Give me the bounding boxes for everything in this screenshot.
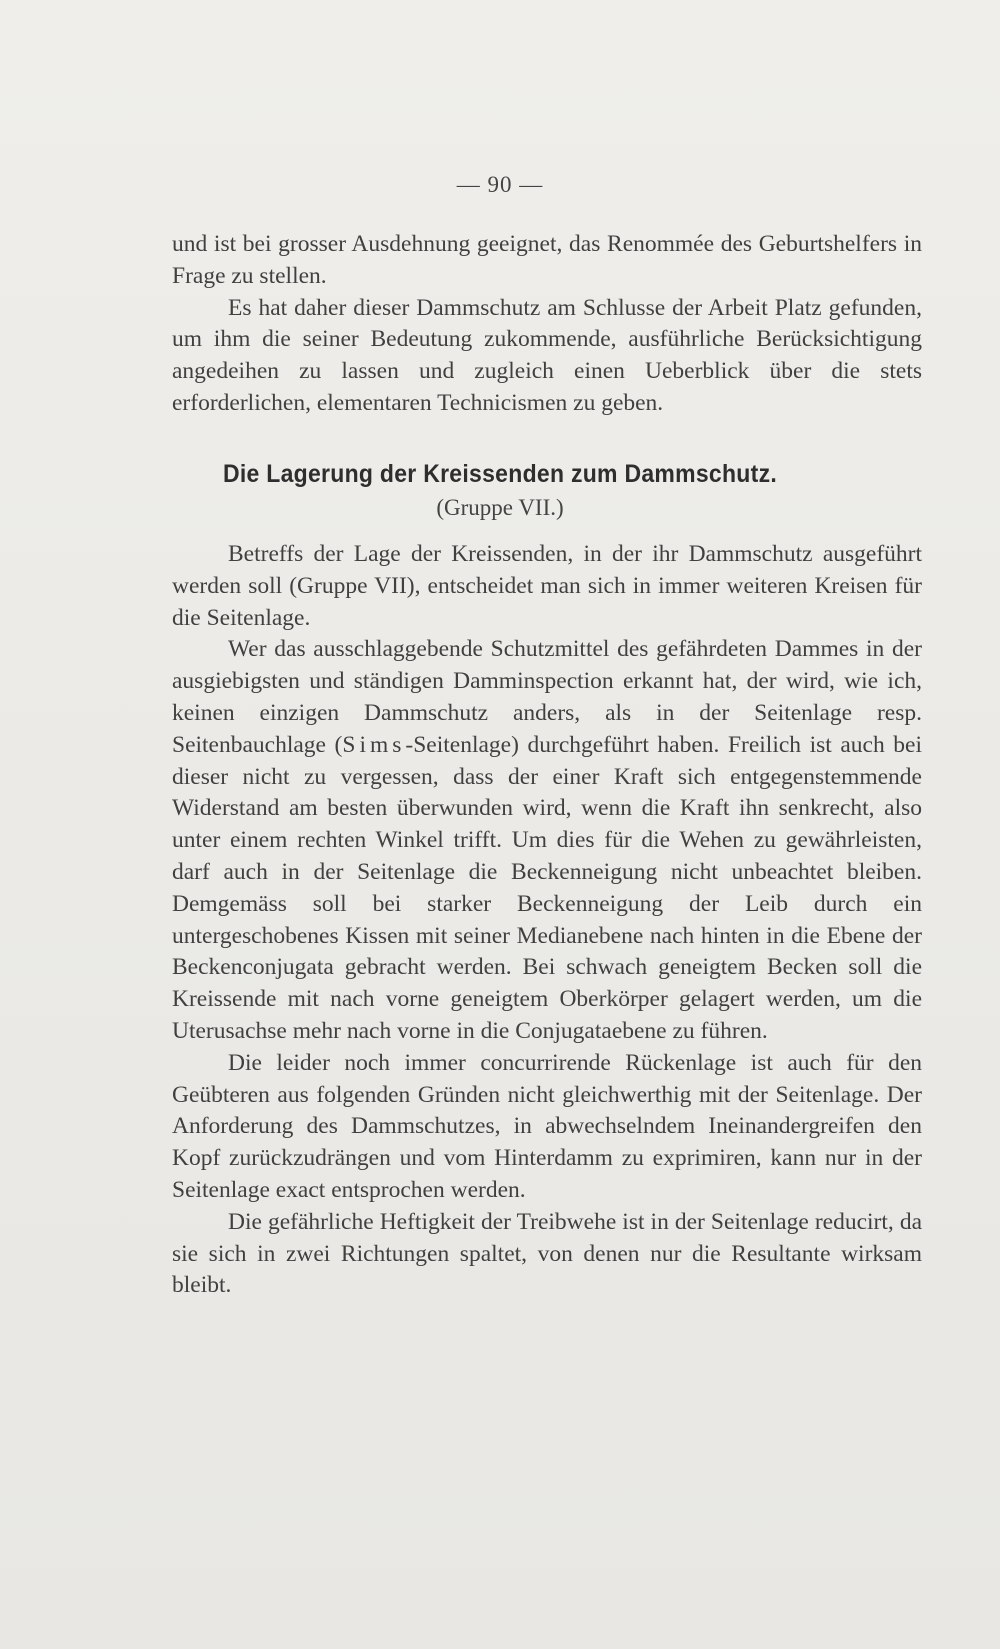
body-paragraph-1: Betreffs der Lage der Kreissenden, in der ihr Dammschutz ausgeführt werden soll (Gruppe VII), entscheidet man sich in immer weiteren Kreisen für die Seitenlage.	[172, 541, 922, 631]
body-paragraph-3: Die leider noch immer concurrirende Rückenlage ist auch für den Geübteren aus folgenden Gründen nicht gleichwerthig mit der Seitenlage. Der Anforderung des Dammschutzes, in abwechselndem Ineinandergreifen den Kopf zurückzudrängen und vom Hinterdamm zu exprimiren, kann nur in der Seitenlage exact entsprochen werden.	[172, 1049, 922, 1203]
body-text	[172, 539, 922, 1302]
section-heading: Die Lagerung der Kreissenden zum Dammschutz.	[222, 460, 778, 488]
intro-text	[172, 229, 922, 420]
body-paragraph-4: Die gefährliche Heftigkeit der Treibwehe ist in der Seitenlage reducirt, da sie sich in zwei Richtungen spaltet, von denen nur die Resultante wirksam bleibt.	[172, 1208, 922, 1299]
page-number: — 90 —	[456, 172, 544, 197]
body-paragraph-2-rest: -Seitenlage) durchgeführt haben. Freilich ist auch bei dieser nicht zu vergessen, dass der einer Kraft sich entgegenstemmende Widerstand am besten überwunden wird, wenn die Kraft ihn senkrecht, also unter einem rechten Winkel trifft. Um dies für die Wehen zu gewährleisten, darf auch in der Seitenlage die Beckenneigung nicht unbeachtet bleiben. Demgemäss soll bei starker Beckenneigung der Leib durch ein untergeschobenes Kissen mit seiner Medianebene nach hinten in die Ebene der Beckenconjugata gebracht werden. Bei schwach geneigtem Becken soll die Kreissende mit nach vorne geneigtem Oberkörper gelagert werden, um die Uterusachse mehr nach vorne in die Conjugataebene zu führen.	[172, 731, 922, 1044]
intro-paragraph-1: und ist bei grosser Ausdehnung geeignet, das Renommée des Geburtshelfers in Frage zu stellen.	[172, 231, 922, 289]
section-subheading: (Gruppe VII.)	[436, 495, 564, 520]
body-paragraph-2	[172, 634, 922, 1047]
author-name-sims: Sims	[342, 731, 406, 758]
body-paragraph-2-start: Wer das ausschlaggebende Schutzmittel des gefährdeten Dammes in der ausgiebigsten und ständigen Damminspection erkannt hat, der wird, wie ich, keinen einzigen Dammschutz anders, als in der Seitenlage resp. Seitenbauchlage (	[172, 636, 922, 758]
intro-paragraph-2: Es hat daher dieser Dammschutz am Schlusse der Arbeit Platz gefunden, um ihm die seiner Bedeutung zukommende, ausführliche Berücksichtigung angedeihen zu lassen und zugleich einen Ueberblick über die stets erforderlichen, elementaren Technicismen zu geben.	[172, 294, 922, 416]
